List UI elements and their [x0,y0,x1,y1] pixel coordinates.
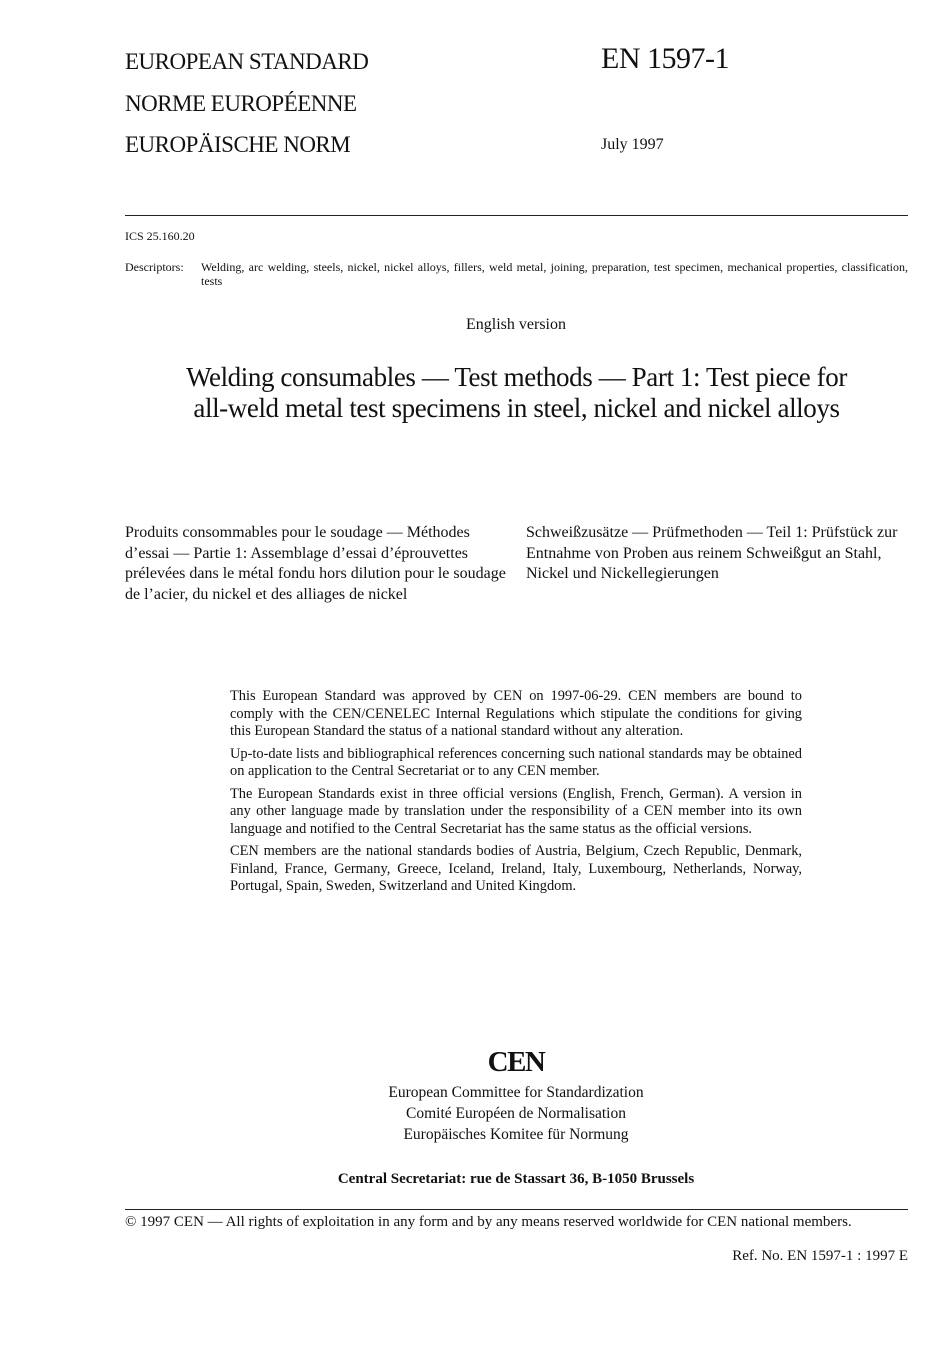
document-title-line-1: Welding consumables — Test methods — Part 1: Test piece for [186,362,847,392]
secretariat-address: Central Secretariat: rue de Stassart 36, B-1050 Brussels [337,1171,695,1187]
copyright-notice: © 1997 CEN — All rights of exploitation in any form and by any means reserved worldwide for CEN national members. [125,1214,852,1230]
cen-logo: CEN [487,1046,545,1078]
top-divider [125,215,908,216]
standard-name-english: EUROPEAN STANDARD [125,49,369,74]
reference-number: Ref. No. EN 1597-1 : 1997 E [732,1248,908,1264]
language-version: English version [466,316,566,333]
descriptors-text: Welding, arc welding, steels, nickel, nickel alloys, fillers, weld metal, joining, preparation, test specimen, mechanical properties, classification, tests [201,260,908,288]
standard-number: EN 1597-1 [601,42,729,75]
bottom-divider [125,1209,908,1210]
document-title [125,362,908,424]
approval-paragraph: CEN members are the national standards bodies of Austria, Belgium, Czech Republic, Denmark, Finland, France, Germany, Greece, Iceland, Ireland, Italy, Luxembourg, Netherlands, Norway, Portugal, Spain, Sweden, Switzerland and United Kingdom. [230,843,802,894]
standard-name-french: NORME EUROPÉENNE [125,91,357,116]
document-title-line-2: all-weld metal test specimens in steel, nickel and nickel alloys [193,393,840,423]
standard-name-german: EUROPÄISCHE NORM [125,132,351,157]
descriptors-label: Descriptors: [125,260,184,274]
title-french: Produits consommables pour le soudage — Méthodes d’essai — Partie 1: Assemblage d’essai d’éprouvettes prélevées dans le métal fondu hors dilution pour le soudage de l’acier, du nickel et des alliages de nickel [125,524,506,603]
approval-paragraph: The European Standards exist in three official versions (English, French, German). A version in any other language made by translation under the responsibility of a CEN member into its own language and notified to the Central Secretariat has the same status as the official versions. [230,785,802,837]
title-german: Schweißzusätze — Prüfmethoden — Teil 1: Prüfstück zur Entnahme von Proben aus reinem Schweißgut an Stahl, Nickel und Nickellegierungen [526,524,898,583]
organization-name-english: European Committee for Standardization [388,1084,644,1101]
publication-date: July 1997 [601,136,664,153]
approval-notice [230,688,802,901]
organization-name-german: Europäisches Komitee für Normung [403,1126,629,1143]
approval-paragraph: Up-to-date lists and bibliographical references concerning such national standards may be obtained on application to the Central Secretariat or to any CEN member. [230,745,802,779]
ics-code: ICS 25.160.20 [125,229,195,243]
descriptors-block [125,260,908,288]
organization-name-french: Comité Européen de Normalisation [406,1105,626,1122]
approval-paragraph: This European Standard was approved by CEN on 1997-06-29. CEN members are bound to comply with the CEN/CENELEC Internal Regulations which stipulate the conditions for giving this European Standard the status of a national standard without any alteration. [230,688,802,739]
